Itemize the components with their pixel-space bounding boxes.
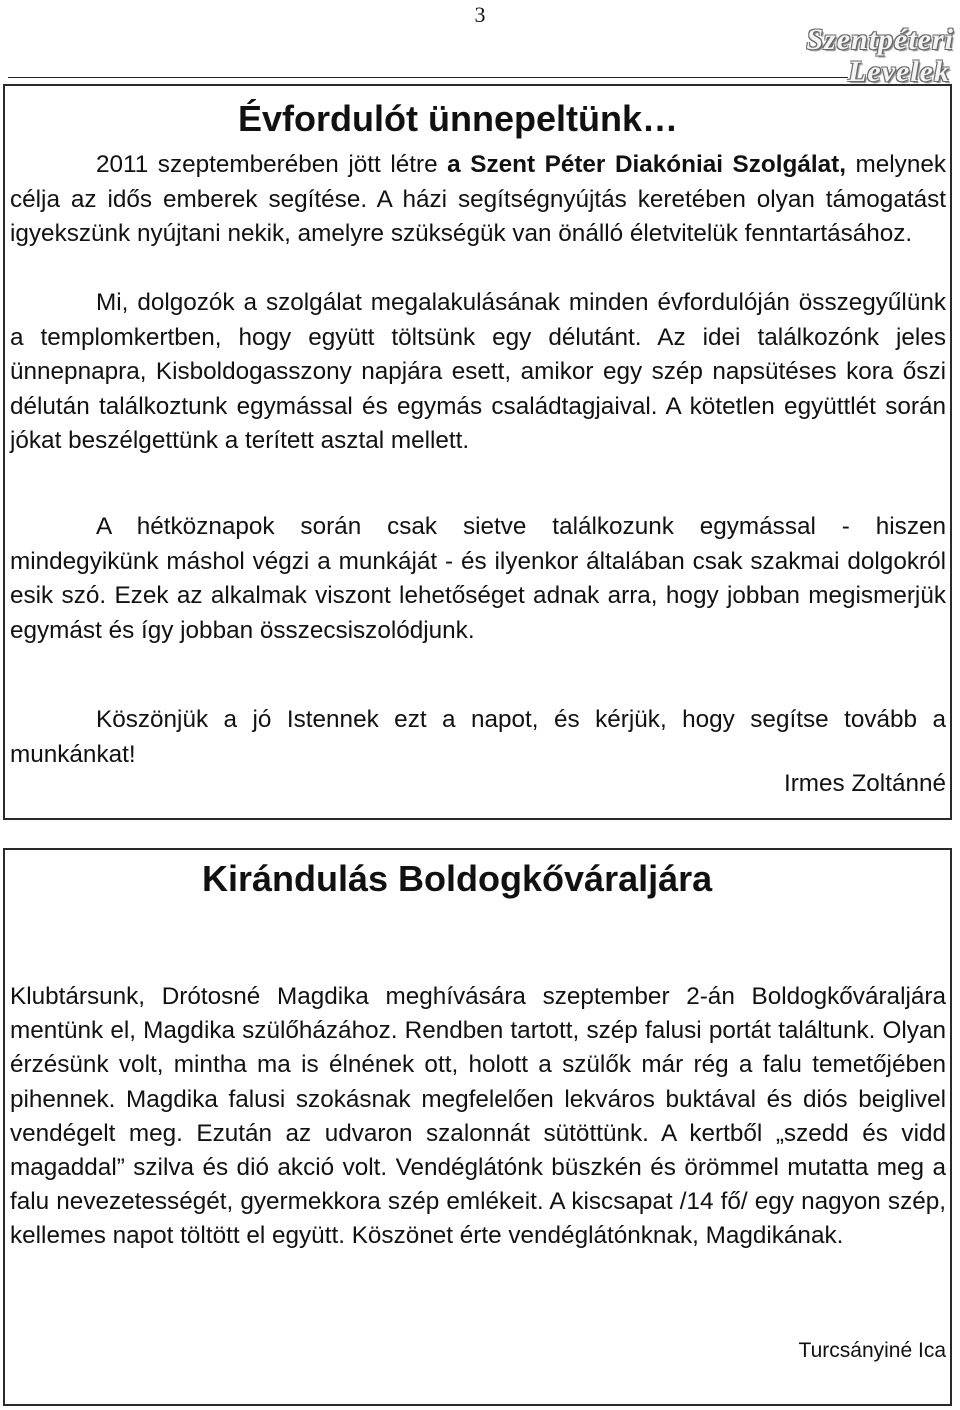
paragraph-bold-text: a Szent Péter Diakóniai Szolgálat, <box>447 151 846 178</box>
article-excursion-paragraph: Klubtársunk, Drótosné Magdika meghívására szeptember 2-án Boldogkőváraljára mentünk el, Magdika szülőházához. Rendben tartott, szép falusi portát találtunk. Olyan érzésünk volt, mintha ma is élnének ott, holott a szülők már rég a falu temetőjében pihennek. Magdika falusi szokásnak megfelelően lekváros buktával és diós beiglivel vendégelt meg. Ezután az udvaron szalonnát sütöttünk. A kertből „szedd és vidd magaddal” szilva és dió akció volt. Vendéglátónk büszkén és örömmel mutatta meg a falu nevezetességét, gyermekkora szép emlékeit. A kiscsapat /14 fő/ egy nagyon szép, kellemes napot töltött el együtt. Köszönet érte vendéglátónknak, Magdikának. <box>10 983 946 1250</box>
page-number: 3 <box>474 2 486 27</box>
article-anniversary-signature: Irmes Zoltánné <box>783 770 946 797</box>
article-anniversary-paragraph-1 <box>10 148 946 252</box>
paragraph-text: 2011 szeptemberében jött létre <box>96 151 448 178</box>
article-title-excursion: Kirándulás Boldogkőváraljára <box>202 858 713 899</box>
article-excursion-signature: Turcsányiné Ica <box>798 1339 946 1362</box>
article-anniversary-paragraph-2 <box>10 286 946 459</box>
logo-line-2: Levelek <box>848 55 950 88</box>
header-rule <box>8 77 848 78</box>
article-anniversary-paragraph-4 <box>10 703 946 772</box>
logo-line-1: Szentpéteri <box>806 23 954 56</box>
paragraph-text: Mi, dolgozók a szolgálat megalakulásának minden évfordulóján összegyűlünk a templomkertben, hogy együtt töltsünk egy délutánt. Az idei találkozónk jeles ünnepnapra, Kisboldogasszony napjára esett, amikor egy szép napsütéses kora őszi délután találkoztunk egymással és egymás családtagjaival. A kötetlen együttlét során jókat beszélgettünk a terített asztal mellett. <box>10 289 946 454</box>
paragraph-text: A hétköznapok során csak sietve találkozunk egymással - hiszen mindegyikünk máshol végzi a munkáját - és ilyenkor általában csak szakmai dolgokról esik szó. Ezek az alkalmak viszont lehetőséget adnak arra, hogy jobban megismerjük egymást és így jobban összecsiszolódjunk. <box>10 513 946 644</box>
paragraph-text: melynek célja az idős emberek segítése. A házi segítségnyújtás keretében olyan támogatást igyekszünk nyújtani nekik, amelyre szükségük van önálló életvitelük fenntartásához. <box>10 151 946 247</box>
newsletter-logo <box>806 24 954 88</box>
paragraph-text: Köszönjük a jó Istennek ezt a napot, és kérjük, hogy segítse tovább a munkánkat! <box>10 706 946 768</box>
article-anniversary-paragraph-3 <box>10 510 946 648</box>
article-title-anniversary: Évfordulót ünnepeltünk… <box>238 98 678 139</box>
